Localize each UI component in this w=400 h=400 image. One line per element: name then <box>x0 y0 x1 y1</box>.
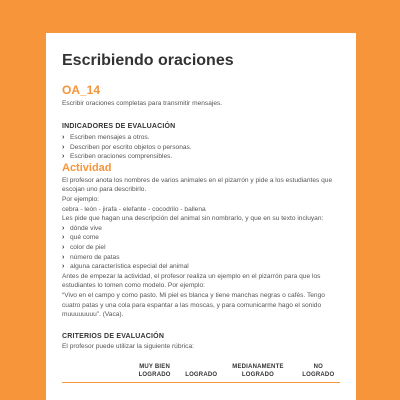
chevron-right-icon: › <box>62 263 65 271</box>
indicators-heading: INDICADORES DE EVALUACIÓN <box>62 123 176 130</box>
criteria-heading: CRITERIOS DE EVALUACIÓN <box>62 332 165 340</box>
activity-heading: Actividad <box>62 161 112 174</box>
rubric-col-header: NO LOGRADO <box>297 363 340 383</box>
page-title: Escribiendo oraciones <box>62 52 234 69</box>
example-label: Por ejemplo: <box>62 195 100 203</box>
list-item: › alguna característica especial del animal <box>62 263 189 271</box>
chevron-right-icon: › <box>62 234 65 242</box>
chevron-right-icon: › <box>62 253 65 261</box>
list-item: › Escriben oraciones comprensibles. <box>62 153 173 161</box>
oa-code: OA_14 <box>62 83 101 97</box>
list-item: › qué come <box>62 234 99 242</box>
chevron-right-icon: › <box>62 143 65 151</box>
before-activity-text: Antes de empezar la actividad, el profesor realiza un ejemplo en el pizarrón para que los estudiantes lo tomen como modelo. Por ejemplo: <box>62 272 321 290</box>
worksheet-page <box>46 33 356 400</box>
activity-items-list <box>62 224 340 272</box>
model-example: “Vivo en el campo y como pasto. Mi piel es blanca y tiene manchas negras o cafés. Tengo cuatro patas y una cola para espantar a las moscas, y para comunicarme hago el sonido muuuuuuuu”. (Vaca). <box>62 291 325 319</box>
oa-description: Escribir oraciones completas para transmitir mensajes. <box>62 100 223 107</box>
list-item: › color de piel <box>62 243 106 251</box>
chevron-right-icon: › <box>62 153 65 161</box>
rubric-corner-cell <box>62 363 126 383</box>
rubric-col-header: MEDIANAMENTE LOGRADO <box>219 363 296 383</box>
rubric-col-header: MUY BIEN LOGRADO <box>126 363 183 383</box>
indicators-list <box>62 133 340 162</box>
activity-instruction: Les pide que hagan una descripción del animal sin nombrarlo, y que en su texto incluyan: <box>62 215 324 223</box>
chevron-right-icon: › <box>62 224 65 232</box>
activity-intro: El profesor anota los nombres de varios animales en el pizarrón y pide a los estudiantes que escojan uno para describirlo. <box>62 176 333 194</box>
animal-list: cebra - león - jirafa - elefante - cocodrilo - ballena <box>62 205 206 213</box>
list-item: › dónde vive <box>62 224 102 232</box>
chevron-right-icon: › <box>62 134 65 141</box>
list-item: › Describen por escrito objetos o personas. <box>62 143 192 151</box>
list-item: › número de patas <box>62 253 120 261</box>
rubric-header-row <box>62 363 340 383</box>
list-item: › Escriben mensajes a otros. <box>62 134 150 141</box>
criteria-intro: El profesor puede utilizar la siguiente rúbrica: <box>62 342 194 350</box>
chevron-right-icon: › <box>62 243 65 251</box>
rubric-table <box>62 363 340 383</box>
rubric-col-header: LOGRADO <box>183 363 219 383</box>
